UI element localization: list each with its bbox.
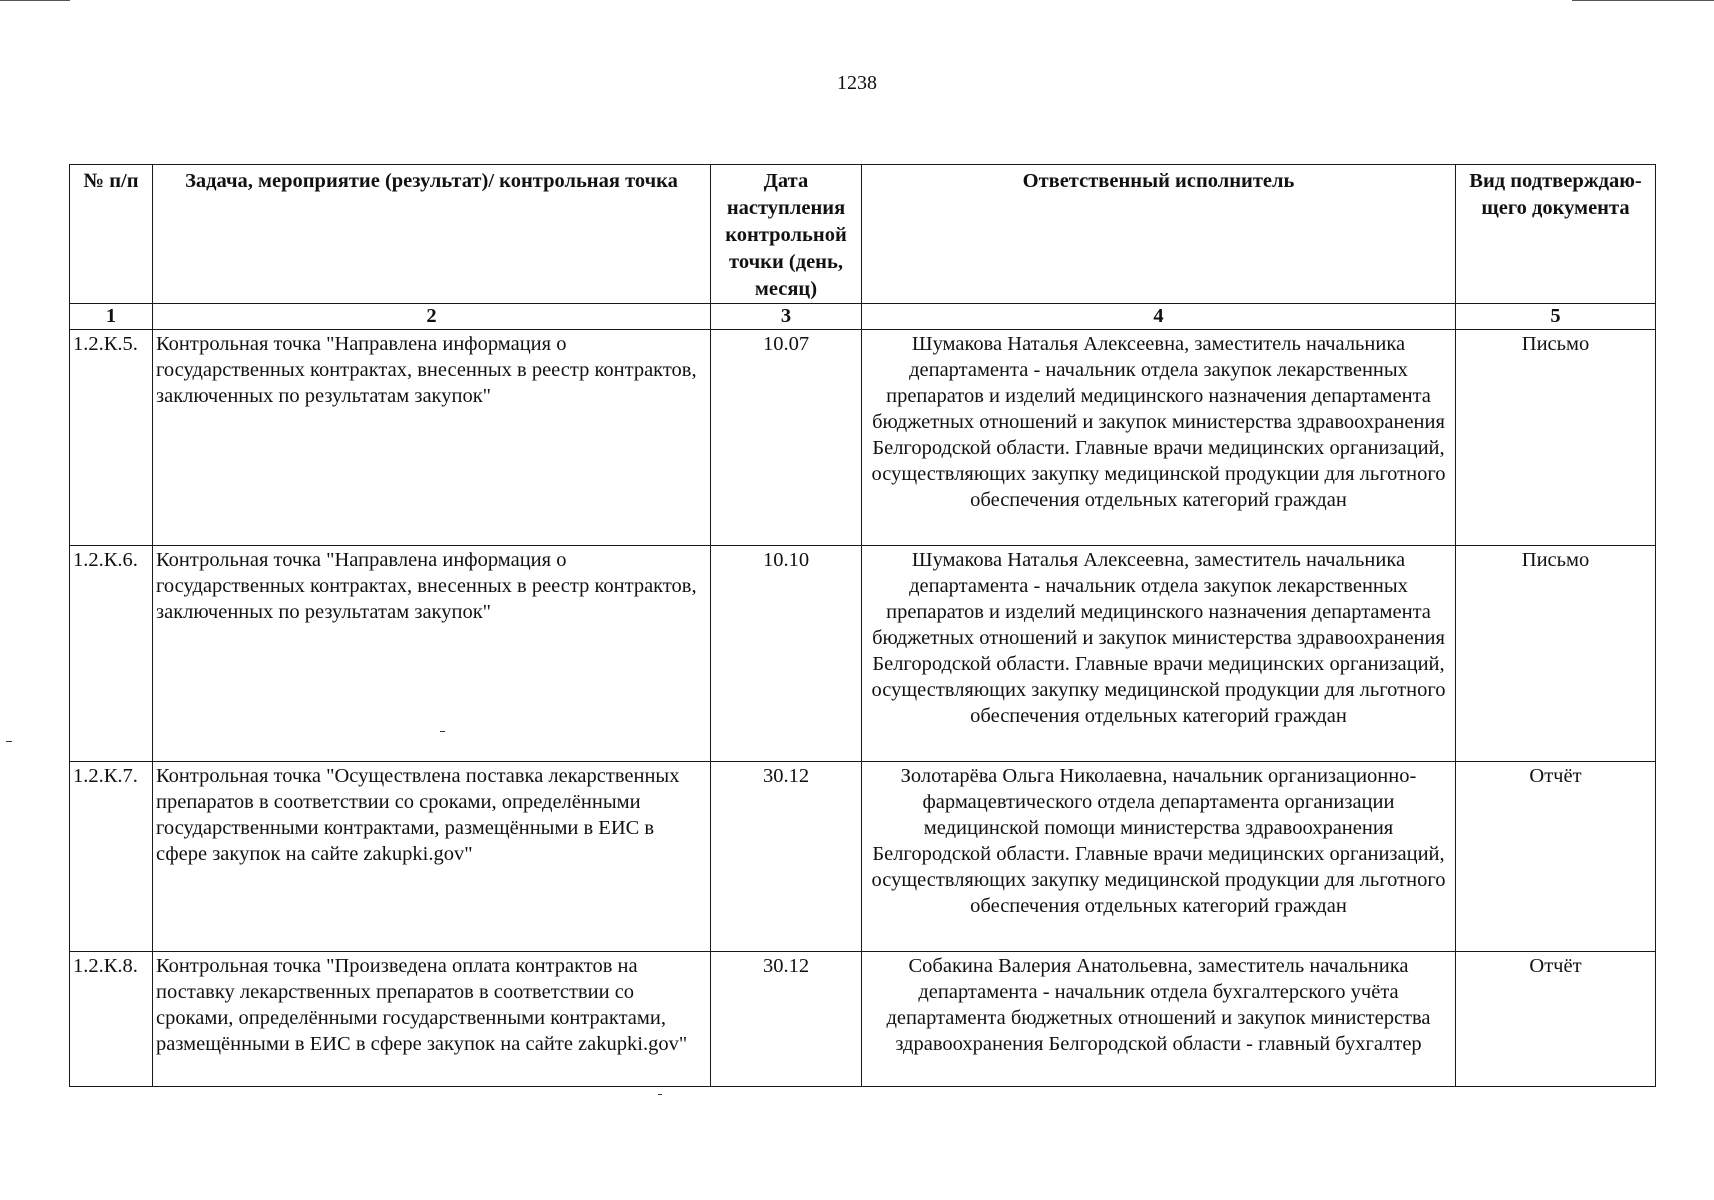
row-number: 1.2.К.6. [70, 546, 153, 762]
header-task: Задача, мероприятие (результат)/ контрольная точка [153, 165, 711, 304]
header-date: Дата наступления контрольной точки (день, месяц) [711, 165, 862, 304]
row-document-type: Письмо [1456, 330, 1656, 546]
row-date: 10.07 [711, 330, 862, 546]
row-task: Контрольная точка "Осуществлена поставка лекарственных препаратов в соответствии со сроками, определёнными государственными контрактами, размещёнными в ЕИС в сфере закупок на сайте zakupki.gov" [153, 762, 711, 952]
column-index: 1 [70, 304, 153, 330]
row-date: 30.12 [711, 952, 862, 1087]
scan-speck [6, 741, 12, 742]
table-row [70, 762, 1656, 952]
row-number: 1.2.К.5. [70, 330, 153, 546]
header-number: № п/п [70, 165, 153, 304]
table-header-row [70, 165, 1656, 304]
row-date: 30.12 [711, 762, 862, 952]
column-index-row [70, 304, 1656, 330]
scan-speck [658, 1094, 662, 1095]
column-index: 3 [711, 304, 862, 330]
row-executor: Собакина Валерия Анатольевна, заместитель начальника департамента - начальник отдела бухгалтерского учёта департамента бюджетных отношений и закупок министерства здравоохранения Белгородской области - главный бухгалтер [862, 952, 1456, 1087]
control-points-table [69, 164, 1656, 1087]
scan-edge-line-left [0, 0, 70, 1]
row-document-type: Письмо [1456, 546, 1656, 762]
table-row [70, 330, 1656, 546]
row-executor: Шумакова Наталья Алексеевна, заместитель начальника департамента - начальник отдела закупок лекарственных препаратов и изделий медицинского назначения департамента бюджетных отношений и закупок министерства здравоохранения Белгородской области. Главные врачи медицинских организаций, осуществляющих закупку медицинской продукции для льготного обеспечения отдельных категорий граждан [862, 330, 1456, 546]
column-index: 5 [1456, 304, 1656, 330]
table-row [70, 952, 1656, 1087]
header-executor: Ответственный исполнитель [862, 165, 1456, 304]
header-document-type: Вид подтверждаю-щего документа [1456, 165, 1656, 304]
scan-edge-line-right [1572, 0, 1714, 1]
row-task: Контрольная точка "Направлена информация о государственных контрактах, внесенных в реестр контрактов, заключенных по результатам закупок" [153, 330, 711, 546]
table-row [70, 546, 1656, 762]
column-index: 4 [862, 304, 1456, 330]
row-executor: Золотарёва Ольга Николаевна, начальник организационно-фармацевтического отдела департамента организации медицинской помощи министерства здравоохранения Белгородской области. Главные врачи медицинских организаций, осуществляющих закупку медицинской продукции для льготного обеспечения отдельных категорий граждан [862, 762, 1456, 952]
row-task: Контрольная точка "Направлена информация о государственных контрактах, внесенных в реестр контрактов, заключенных по результатам закупок" [153, 546, 711, 762]
row-task: Контрольная точка "Произведена оплата контрактов на поставку лекарственных препаратов в соответствии со сроками, определёнными государственными контрактами, размещёнными в ЕИС в сфере закупок на сайте zakupki.gov" [153, 952, 711, 1087]
column-index: 2 [153, 304, 711, 330]
row-document-type: Отчёт [1456, 952, 1656, 1087]
row-document-type: Отчёт [1456, 762, 1656, 952]
page-number: 1238 [837, 72, 877, 94]
row-number: 1.2.К.8. [70, 952, 153, 1087]
scan-speck [440, 731, 445, 732]
row-date: 10.10 [711, 546, 862, 762]
row-number: 1.2.К.7. [70, 762, 153, 952]
row-executor: Шумакова Наталья Алексеевна, заместитель начальника департамента - начальник отдела закупок лекарственных препаратов и изделий медицинского назначения департамента бюджетных отношений и закупок министерства здравоохранения Белгородской области. Главные врачи медицинских организаций, осуществляющих закупку медицинской продукции для льготного обеспечения отдельных категорий граждан [862, 546, 1456, 762]
